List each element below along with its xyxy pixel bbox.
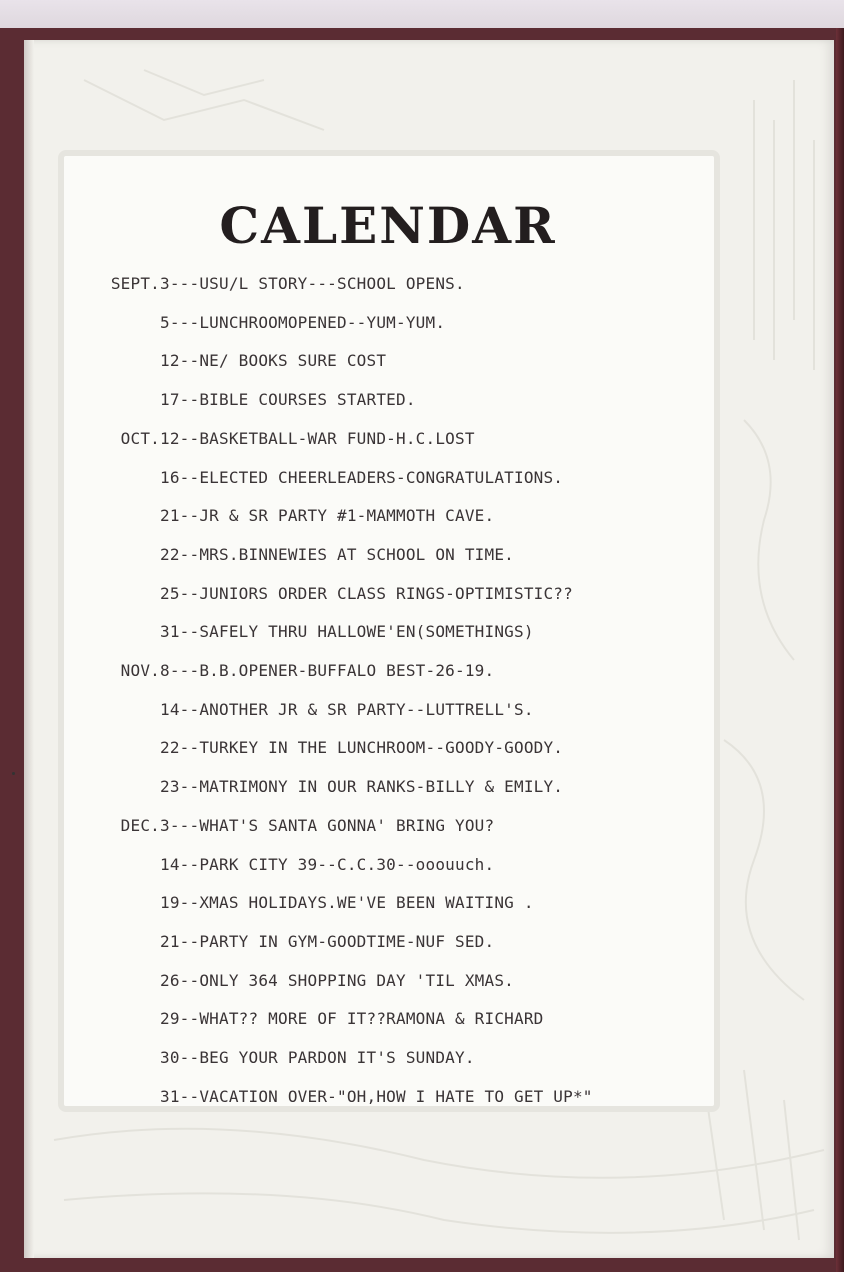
calendar-entry xyxy=(160,965,514,997)
margin-mark xyxy=(12,772,15,775)
entry-text: 21--JR & SR PARTY #1-MAMMOTH CAVE. xyxy=(160,506,495,526)
entry-text: 29--WHAT?? MORE OF IT??RAMONA & RICHARD xyxy=(160,1009,544,1029)
entry-month: NOV. xyxy=(120,661,160,680)
entry-text: 23--MATRIMONY IN OUR RANKS-BILLY & EMILY. xyxy=(160,777,564,797)
calendar-entry xyxy=(120,655,495,687)
calendar-entry xyxy=(160,384,416,416)
entry-text: 26--ONLY 364 SHOPPING DAY 'TIL XMAS. xyxy=(160,970,514,990)
entry-text: 31--SAFELY THRU HALLOWE'EN(SOMETHINGS) xyxy=(160,622,534,642)
calendar-entry xyxy=(160,500,494,532)
entry-month: SEPT. xyxy=(110,274,160,293)
entry-text: 16--ELECTED CHEERLEADERS-CONGRATULATIONS. xyxy=(160,467,564,487)
calendar-entry xyxy=(120,810,495,842)
entry-text: 25--JUNIORS ORDER CLASS RINGS-OPTIMISTIC?? xyxy=(160,583,573,603)
entry-text: 21--PARTY IN GYM-GOODTIME-NUF SED. xyxy=(160,931,495,951)
calendar-entry xyxy=(160,771,563,803)
entry-text: 5---LUNCHROOMOPENED--YUM-YUM. xyxy=(160,312,446,332)
entry-text: 12--BASKETBALL-WAR FUND-H.C.LOST xyxy=(160,428,475,448)
calendar-entry xyxy=(160,887,534,919)
calendar-entry xyxy=(160,849,494,881)
calendar-entry xyxy=(160,926,494,958)
calendar-entry xyxy=(160,307,445,339)
entry-text: 30--BEG YOUR PARDON IT'S SUNDAY. xyxy=(160,1048,475,1067)
calendar-entry xyxy=(160,345,386,377)
page-title: CALENDAR xyxy=(219,196,557,255)
calendar-entry xyxy=(160,694,534,726)
entry-text: 22--MRS.BINNEWIES AT SCHOOL ON TIME. xyxy=(160,544,514,564)
calendar-entry xyxy=(160,462,563,494)
entry-text: 17--BIBLE COURSES STARTED. xyxy=(160,390,416,410)
calendar-entry xyxy=(160,1081,593,1113)
calendar-entry xyxy=(160,1003,543,1035)
entry-month: DEC. xyxy=(120,815,160,835)
entry-month: OCT. xyxy=(120,428,160,448)
calendar-entry xyxy=(120,423,475,455)
entry-text: 3---USU/L STORY---SCHOOL OPENS. xyxy=(160,274,465,293)
entry-text: 8---B.B.OPENER-BUFFALO BEST-26-19. xyxy=(160,661,495,680)
entry-text: 14--PARK CITY 39--C.C.30--ooouuch. xyxy=(160,854,495,874)
calendar-entry xyxy=(110,268,465,300)
entry-text: 12--NE/ BOOKS SURE COST xyxy=(160,351,387,371)
calendar-entry xyxy=(160,578,573,610)
entry-text: 14--ANOTHER JR & SR PARTY--LUTTRELL'S. xyxy=(160,699,534,719)
entry-text: 19--XMAS HOLIDAYS.WE'VE BEEN WAITING . xyxy=(160,893,534,913)
entry-text: 22--TURKEY IN THE LUNCHROOM--GOODY-GOODY. xyxy=(160,738,564,758)
calendar-entry xyxy=(160,616,534,648)
calendar-entry xyxy=(160,1042,475,1074)
calendar-entry xyxy=(160,539,514,571)
entry-text: 3---WHAT'S SANTA GONNA' BRING YOU? xyxy=(160,815,495,835)
book-cover-edge xyxy=(836,28,844,1272)
calendar-entry xyxy=(160,732,563,764)
entry-text: 31--VACATION OVER-"OH,HOW I HATE TO GET UP*" xyxy=(160,1086,593,1106)
